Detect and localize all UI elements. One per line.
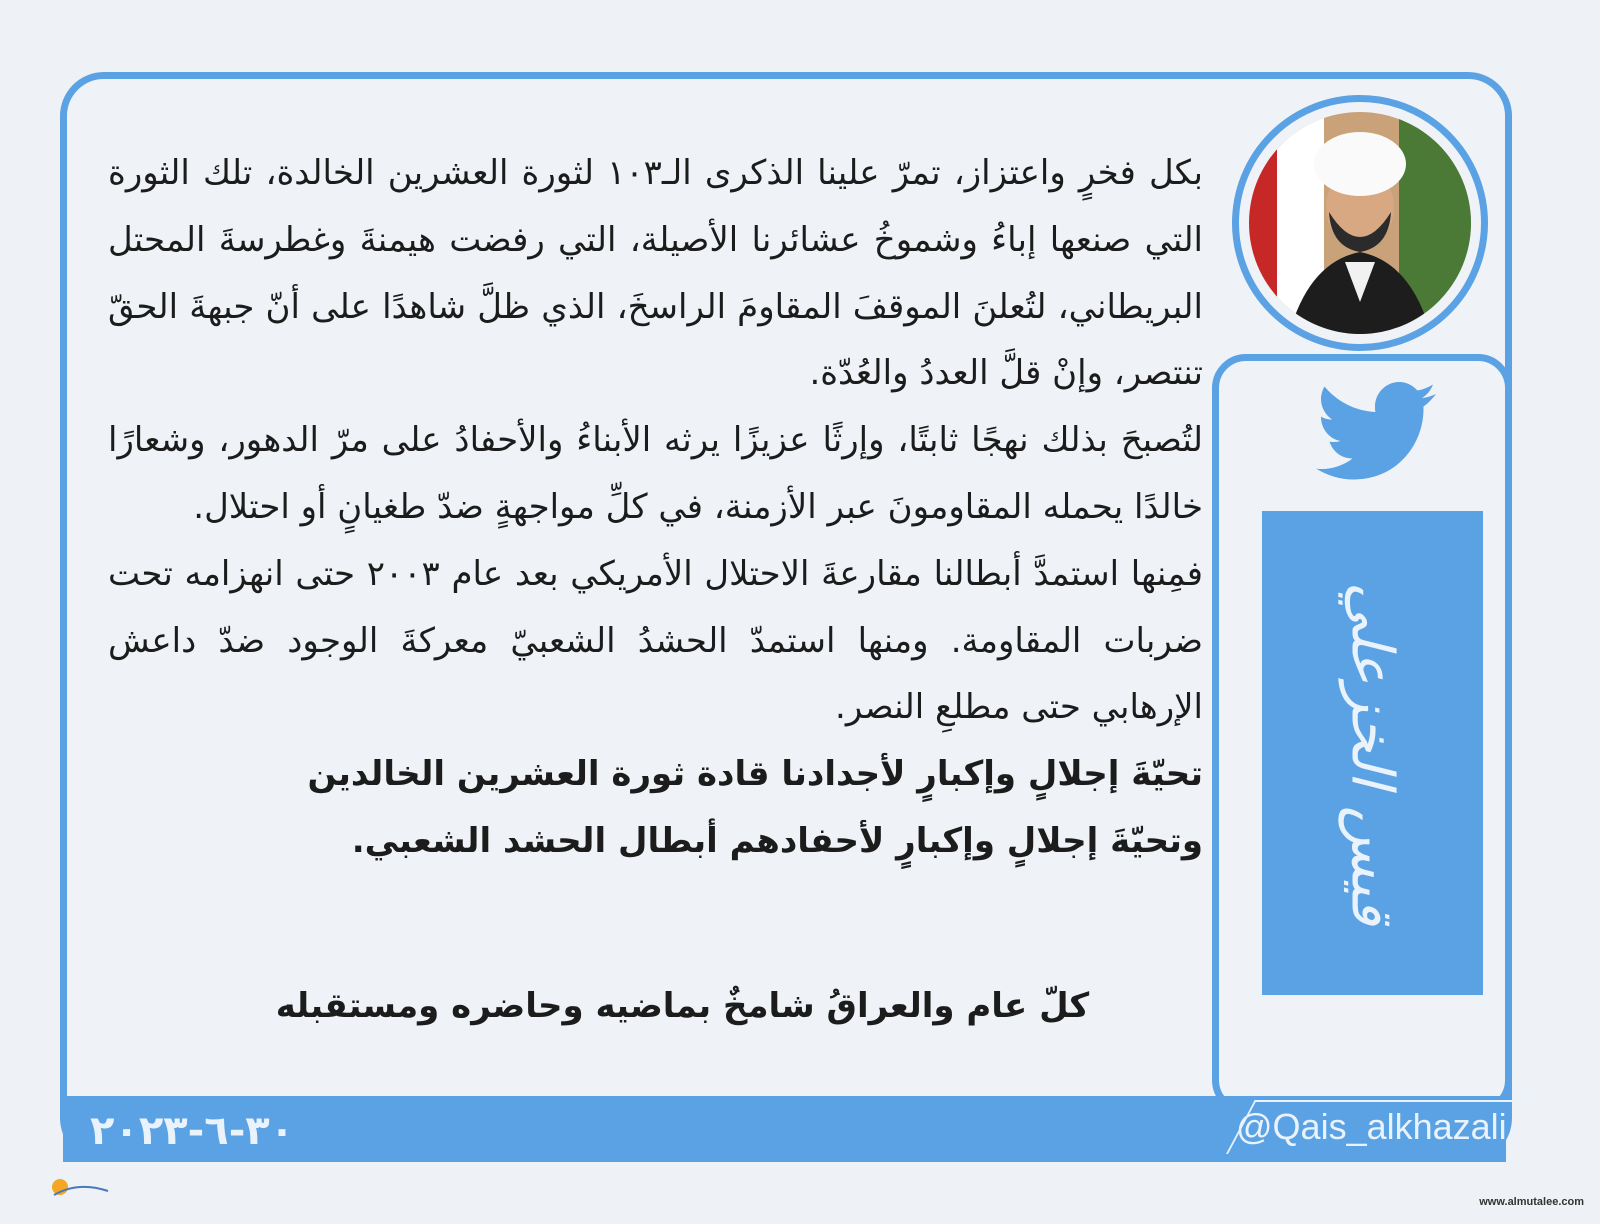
paragraph-3: فمِنها استمدَّ أبطالنا مقارعةَ الاحتلال الأمريكي بعد عام ٢٠٠٣ حتى انهزامه تحت ضربات المقاومة. ومنها استمدّ الحشدُ الشعبيّ معركةَ الوجود ضدّ داعش الإرهابي حتى مطلعِ النصر.: [108, 553, 1203, 728]
avatar-portrait: [1249, 112, 1471, 334]
paragraph-1: بكل فخرٍ واعتزاز، تمرّ علينا الذكرى الـ١٠٣ لثورة العشرين الخالدة، تلك الثورة التي صنعها إباءُ وشموخُ عشائرنا الأصيلة، التي رفضت هيمنةَ وغطرسةَ المحتل البريطاني، لتُعلنَ الموقفَ المقاومَ الراسخَ، الذي ظلَّ شاهدًا على أنّ جبهةَ الحقّ تنتصر، وإنْ قلَّ العددُ والعُدّة.: [108, 153, 1203, 394]
almutalee-logo-icon: [48, 1175, 118, 1201]
salute-line-1: تحيّةَ إجلالٍ وإكبارٍ لأجدادنا قادة ثورة العشرين الخالدين: [307, 754, 1203, 795]
post-date: ٣٠-٦-٢٠٢٣: [90, 1108, 295, 1154]
avatar: [1232, 95, 1488, 351]
twitter-bird-icon: [1316, 382, 1436, 482]
salute-line-2: وتحيّةَ إجلالٍ وإكبارٍ لأحفادهم أبطال الحشد الشعبي.: [351, 820, 1203, 861]
signature-panel: [1262, 511, 1483, 995]
closing-line: كلّ عام والعراقُ شامخٌ بماضيه وحاضره ومستقبله: [275, 986, 1090, 1026]
post-body: [108, 140, 1203, 875]
signature-calligraphy: قيس الخزعلي: [1338, 581, 1407, 925]
twitter-handle[interactable]: @Qais_alkhazali: [1236, 1106, 1507, 1147]
paragraph-2: لتُصبحَ بذلك نهجًا ثابتًا، وإرثًا عزيزًا يرثه الأبناءُ والأحفادُ على مرّ الدهور، وشعارًا خالدًا يحمله المقاومونَ عبر الأزمنة، في كلِّ مواجهةٍ ضدّ طغيانٍ أو احتلال.: [108, 420, 1203, 527]
site-url[interactable]: www.almutalee.com: [1479, 1196, 1584, 1208]
